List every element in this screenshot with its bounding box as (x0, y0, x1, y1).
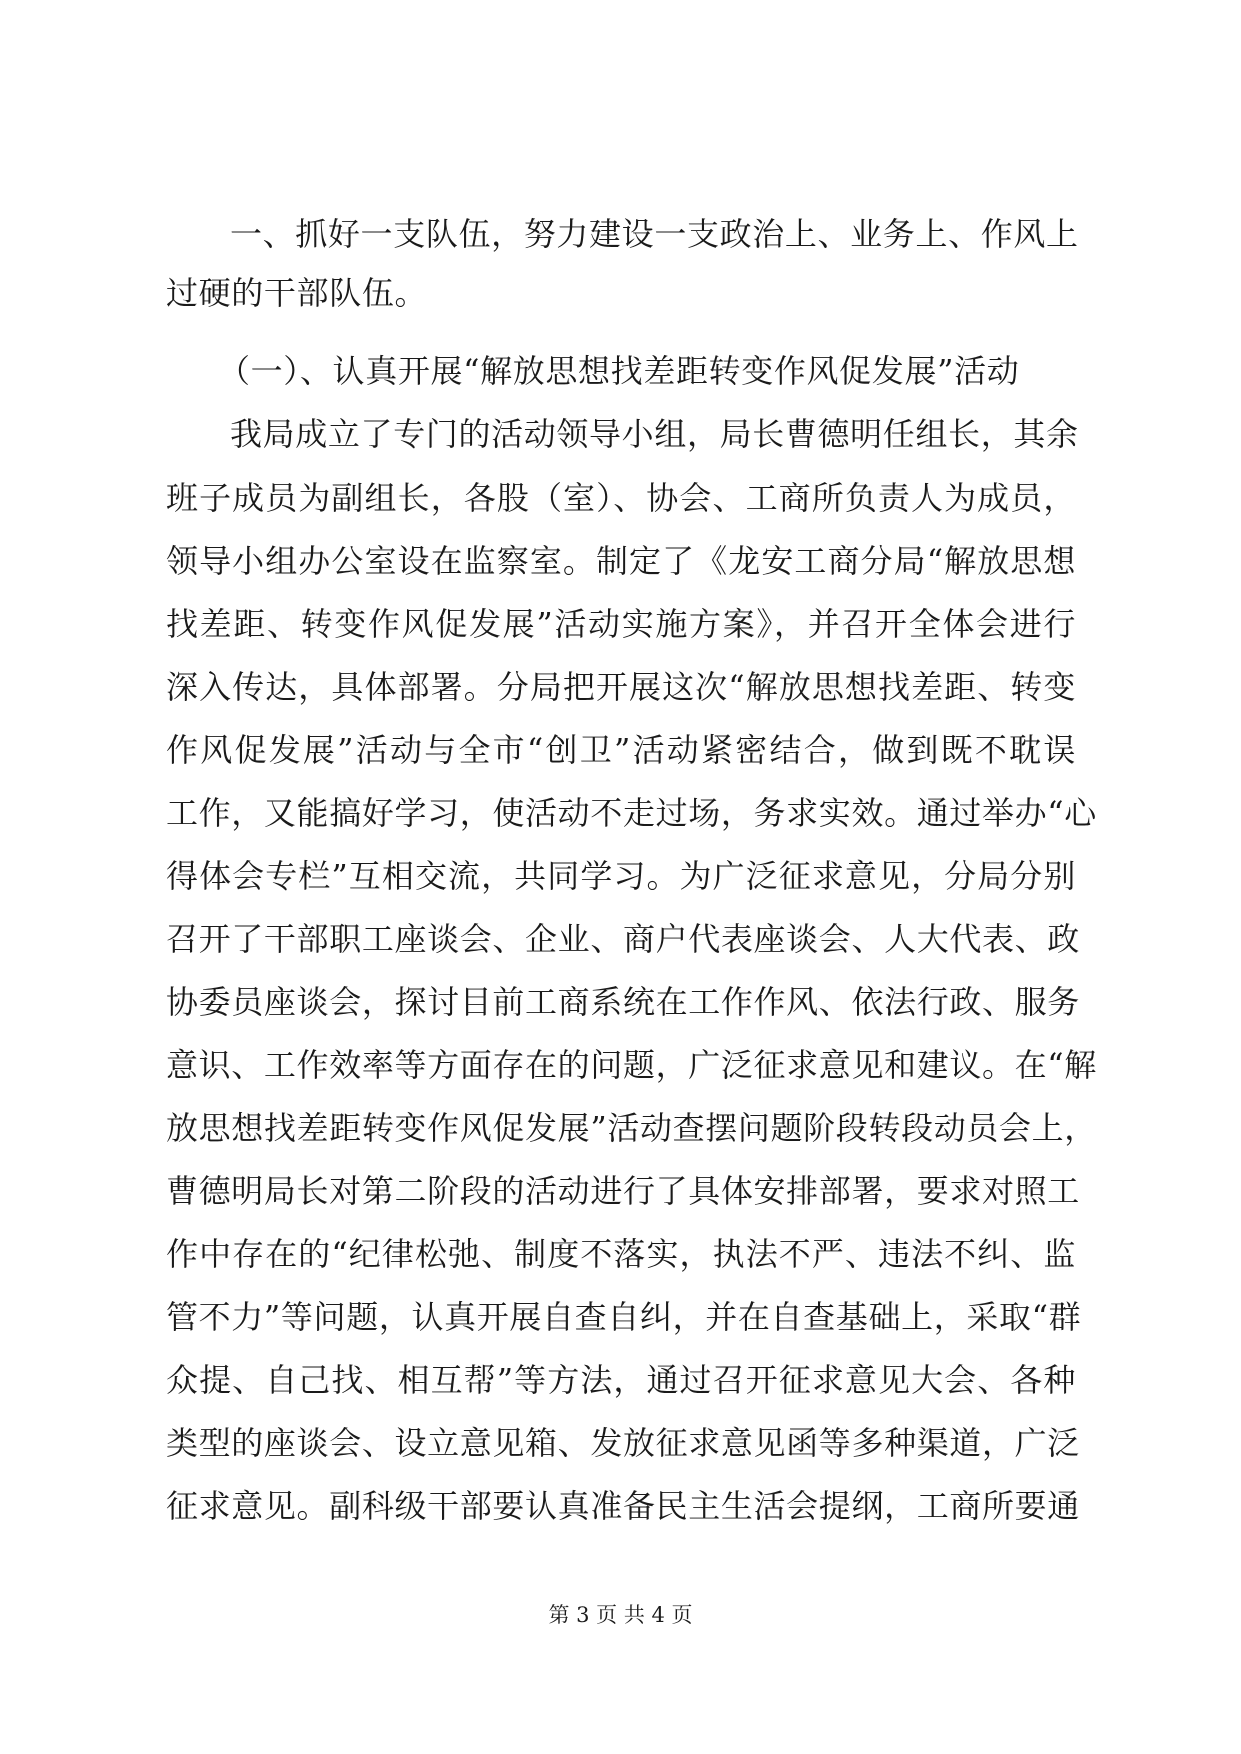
paragraph-line: 得体会专栏”互相交流，共同学习。为广泛征求意见，分局分别 (166, 857, 1076, 895)
paragraph-line: 找差距、转变作风促发展”活动实施方案》，并召开全体会进行 (166, 605, 1076, 643)
paragraph-line: 协委员座谈会，探讨目前工商系统在工作作风、依法行政、服务 (166, 983, 1080, 1021)
section-heading-line-1: 一、抓好一支队伍，努力建设一支政治上、业务上、作风上 (230, 215, 1079, 253)
paragraph-line: 众提、自己找、相互帮”等方法，通过召开征求意见大会、各种 (166, 1361, 1076, 1399)
paragraph-line: 班子成员为副组长，各股（室）、协会、工商所负责人为成员， (166, 479, 1076, 517)
paragraph-line: 征求意见。副科级干部要认真准备民主生活会提纲，工商所要通 (166, 1487, 1080, 1525)
paragraph-line: 工作，又能搞好学习，使活动不走过场，务求实效。通过举办“心 (166, 794, 1097, 832)
paragraph-line: 召开了干部职工座谈会、企业、商户代表座谈会、人大代表、政 (166, 920, 1080, 958)
paragraph-line: 作风促发展”活动与全市“创卫”活动紧密结合，做到既不耽误 (166, 731, 1076, 769)
paragraph-line: 类型的座谈会、设立意见箱、发放征求意见函等多种渠道，广泛 (166, 1424, 1080, 1462)
paragraph-line: 意识、工作效率等方面存在的问题，广泛征求意见和建议。在“解 (166, 1046, 1097, 1084)
subsection-heading: （一）、认真开展“解放思想找差距转变作风促发展”活动 (218, 352, 1020, 390)
paragraph-line: 曹德明局长对第二阶段的活动进行了具体安排部署，要求对照工 (166, 1172, 1080, 1210)
paragraph-line: 作中存在的“纪律松弛、制度不落实，执法不严、违法不纠、监 (166, 1235, 1076, 1273)
page-number-footer: 第 3 页 共 4 页 (548, 1603, 693, 1627)
paragraph-line: 深入传达，具体部署。分局把开展这次“解放思想找差距、转变 (166, 668, 1076, 706)
paragraph-line: 放思想找差距转变作风促发展”活动查摆问题阶段转段动员会上， (166, 1109, 1097, 1147)
section-heading-line-2: 过硬的干部队伍。 (166, 274, 428, 312)
paragraph-line: 我局成立了专门的活动领导小组，局长曹德明任组长，其余 (230, 415, 1079, 453)
paragraph-line: 领导小组办公室设在监察室。制定了《龙安工商分局“解放思想 (166, 542, 1076, 580)
paragraph-line: 管不力”等问题，认真开展自查自纠，并在自查基础上，采取“群 (166, 1298, 1082, 1336)
